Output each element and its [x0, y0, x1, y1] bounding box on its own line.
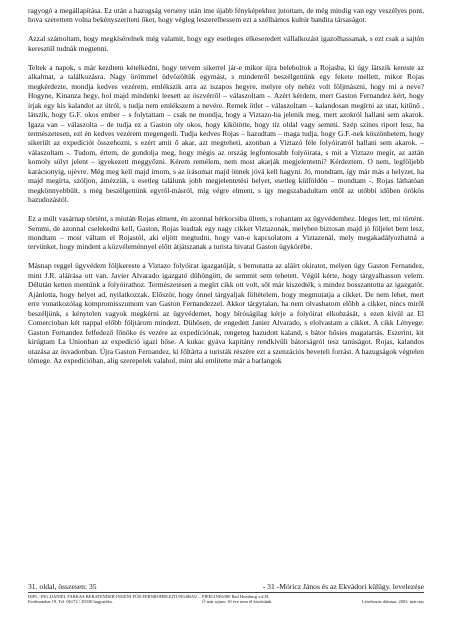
- footer-memorial: Ő már sajnos 10 éve nem él közöttünk.: [202, 599, 273, 605]
- footer-title: - 31 -Móricz János és az Ekvádori külügy. levelezése: [262, 582, 424, 591]
- footer-created-date: Létrehozás dátuma: 2003. március: [361, 599, 424, 605]
- paragraph-3: Teltek a napok, s már kezdtem kételkedni, hogy tervem sikerrel jár-e mikor újra beleboltok a Rojasba, ki úgy látszik kereste az alkalmat, a találkozásra. Nagy örömmel üdvözöltük egymást, s mindenről beszélgettünk egy fekete mellett, mikor Rojas megkérdezte, mondja kedves vezérem, emlékszik arra az iszapos hegyre, melyre oly nehéz volt följmászni, hogy mi a neve? Hogyne, Kinanza hegy, hol majd mindenki leesett az öszvérről – válaszoltam -. Azért kérdem, mert Gaston Fernandez kért, hogy írjak egy kis kalandot az útról, s tudja nem emlékszem a nevére. Remek ötlet – válaszoltam – kalandosan megírni az utat, kitűnő , látszik, hogy G.F. okos ember – s folytattam – csak ne mondja, hogy a Viztazo-ba jelenik meg, mert azokról hallani sem akarok. Igaza van – válaszolta – de tudja ez a Gaston oly okos, hogy kikötötte, hogy tíz oldal vagy semmi. Szép színes riport lesz, ha természetesen, ezt én kedves vezérem megengedi. Tudja kedves Rojas – hazudtam – maga tudja, hogy G.F.-nek köszönhetem, hogy sikerült az expedíciót összehozni, s ezért amit ő akar, azt megteheti, azonban a Viztazó féle folyóiratról hallani sem akarok. – válaszoltam -. Tudom, értem, de gondolja meg, hogy mégis az ország legfontosabb folyóirata, s mit a Viztazo megír, az aztán komoly súlyt jelent – igyekezett meggyőzni. Kérem remélem, nem most akarják megjelentetni? Kérdeztem. O nem, legföljebb karácsonyig, ujévre. Még meg kell majd írnom, s az írásomat majd önnek jóvá kell hagyni. Jó, mondtam, így már más a helyzet, ha majd megírta, szóljon, átnézzük, s esetleg találunk jobb megjelentetési helyet, esetleg külföldön – mondtam -. Rojas láthatóan megkönnyebbült, s még beszélgettünk egyről-másról, míg végre elment, s így megszabadultam ettől az utóbbi időben örökös hazudozástól.: [28, 62, 424, 205]
- page-footer: [28, 582, 424, 605]
- document-page: [28, 6, 424, 375]
- page-count: 31. oldal, összesen: 35: [28, 582, 97, 591]
- footer-address: Ferdinandstr.19, Tel. 06172 / 29330 hagyatéka.: [28, 599, 113, 605]
- footer-main-line: [28, 582, 424, 591]
- footer-author-line: DIPL.-ING.DANIEL FARKAS BERATENDER INGENI FÜR FERNROHRLEITUNGSBAU – PIPELINE6380 Bad Homburg v.d.H.: [28, 594, 270, 599]
- paragraph-2: Azzal számoltam, hogy megkísérelnek még valamit, hogy egy esetleges elkeseredett vállalkozást igazolhassanak, s ezt csak a sajtón keresztül tudnák megtenni.: [28, 34, 424, 53]
- footer-details-line: [28, 599, 424, 604]
- paragraph-5: Másnap reggel ügyvédem följkereste a Viztazo folyóirat igazgatóját, s bemutatta az aláírt okiratot, melyen úgy Gaston Fernandez, mint J.R. aláírása ott van. Javier Alvarado igazgató dühöngött, de semmit sem tehetett. Végül kérte, hogy tárgyalhasson velem. Délután ketten mentünk a folyóirathoz. Természetesen a megírt cikk ott volt, sőt már kiszedték, s mindez bosszantotta az igazgatót. Ajánlotta, hogy helyet ad, nyilatkozzak. Először, hogy önnel tárgyaljak föltételem, hogy megmutatja a cikket. De nem lehet, mert erre vonatkozólag kompromisszumom van Gaston Fernandezzel. Akkor tárgytalan, ha nem olvashatom előbb a cikket, nincs miről beszéljünk, s kénytelen vagyok megkérni az ügyvédemet, hogy bíróságilag kérje a folyóirat elkobzását, s ezen kívül az El Comercioban két nappal előbb följtárom mindezt. Dühösen, de engedett Janier Alvarado, s elolvastam a cikket. A cikk Lényege: Gaston Fernandez felfedező főnöke és vezére az expedíciónak, rengeteg hazudott kaland, s bátor hősies magatartás. Eszerint, kit kirúgtam La Unionban az expedíció igazi hőse. A kukac gyáva kapitány rendkívüli bátorságról tesz tanúságot. Rojas, kalandos utazása az ösvadonban. Újra Gaston Fernandez, ki főltárta a turisták részére ezt a szenzációs beveteli forrást. A hazugságok végtelen tömege. Az expedícióban, alig szerepelek valahol, mint aki említette már a barlangok: [28, 261, 424, 365]
- paragraph-4: Ez a múlt vasárnap történt, s miután Rojas elment, én azonnal bérkocsiba ültem, s rohantam az ügyvédemhez. Ideges lett, mi történt. Semmi, de azonnal cselekedni kell, Gaston, Rojas leadtak egy nagy cikket Viztazonak, melyben biztosan majd jó följelet bent lesz, mondtam – most váltam el Rojastól, aki eljött megtudni, hogy van-e kapcsolatom a Viztazenál, mely megakadályozhatná a tervünket, hogy mindent a közvéleménnyel előtt átjátszanak a turista hivatal Gaston ügykörébe.: [28, 214, 424, 252]
- paragraph-1: ragyogó a megállapítása. Ez után a hazugság verseny után ime újabb fényképekhez jutottam, de még mindig van egy veszélyes pont, hova szerettem volna bekényszeríteni őket, hogy végleg leszerelhessem ezt a szélhámos kultúr bandita társaságot.: [28, 6, 424, 25]
- footer-divider: [28, 592, 424, 593]
